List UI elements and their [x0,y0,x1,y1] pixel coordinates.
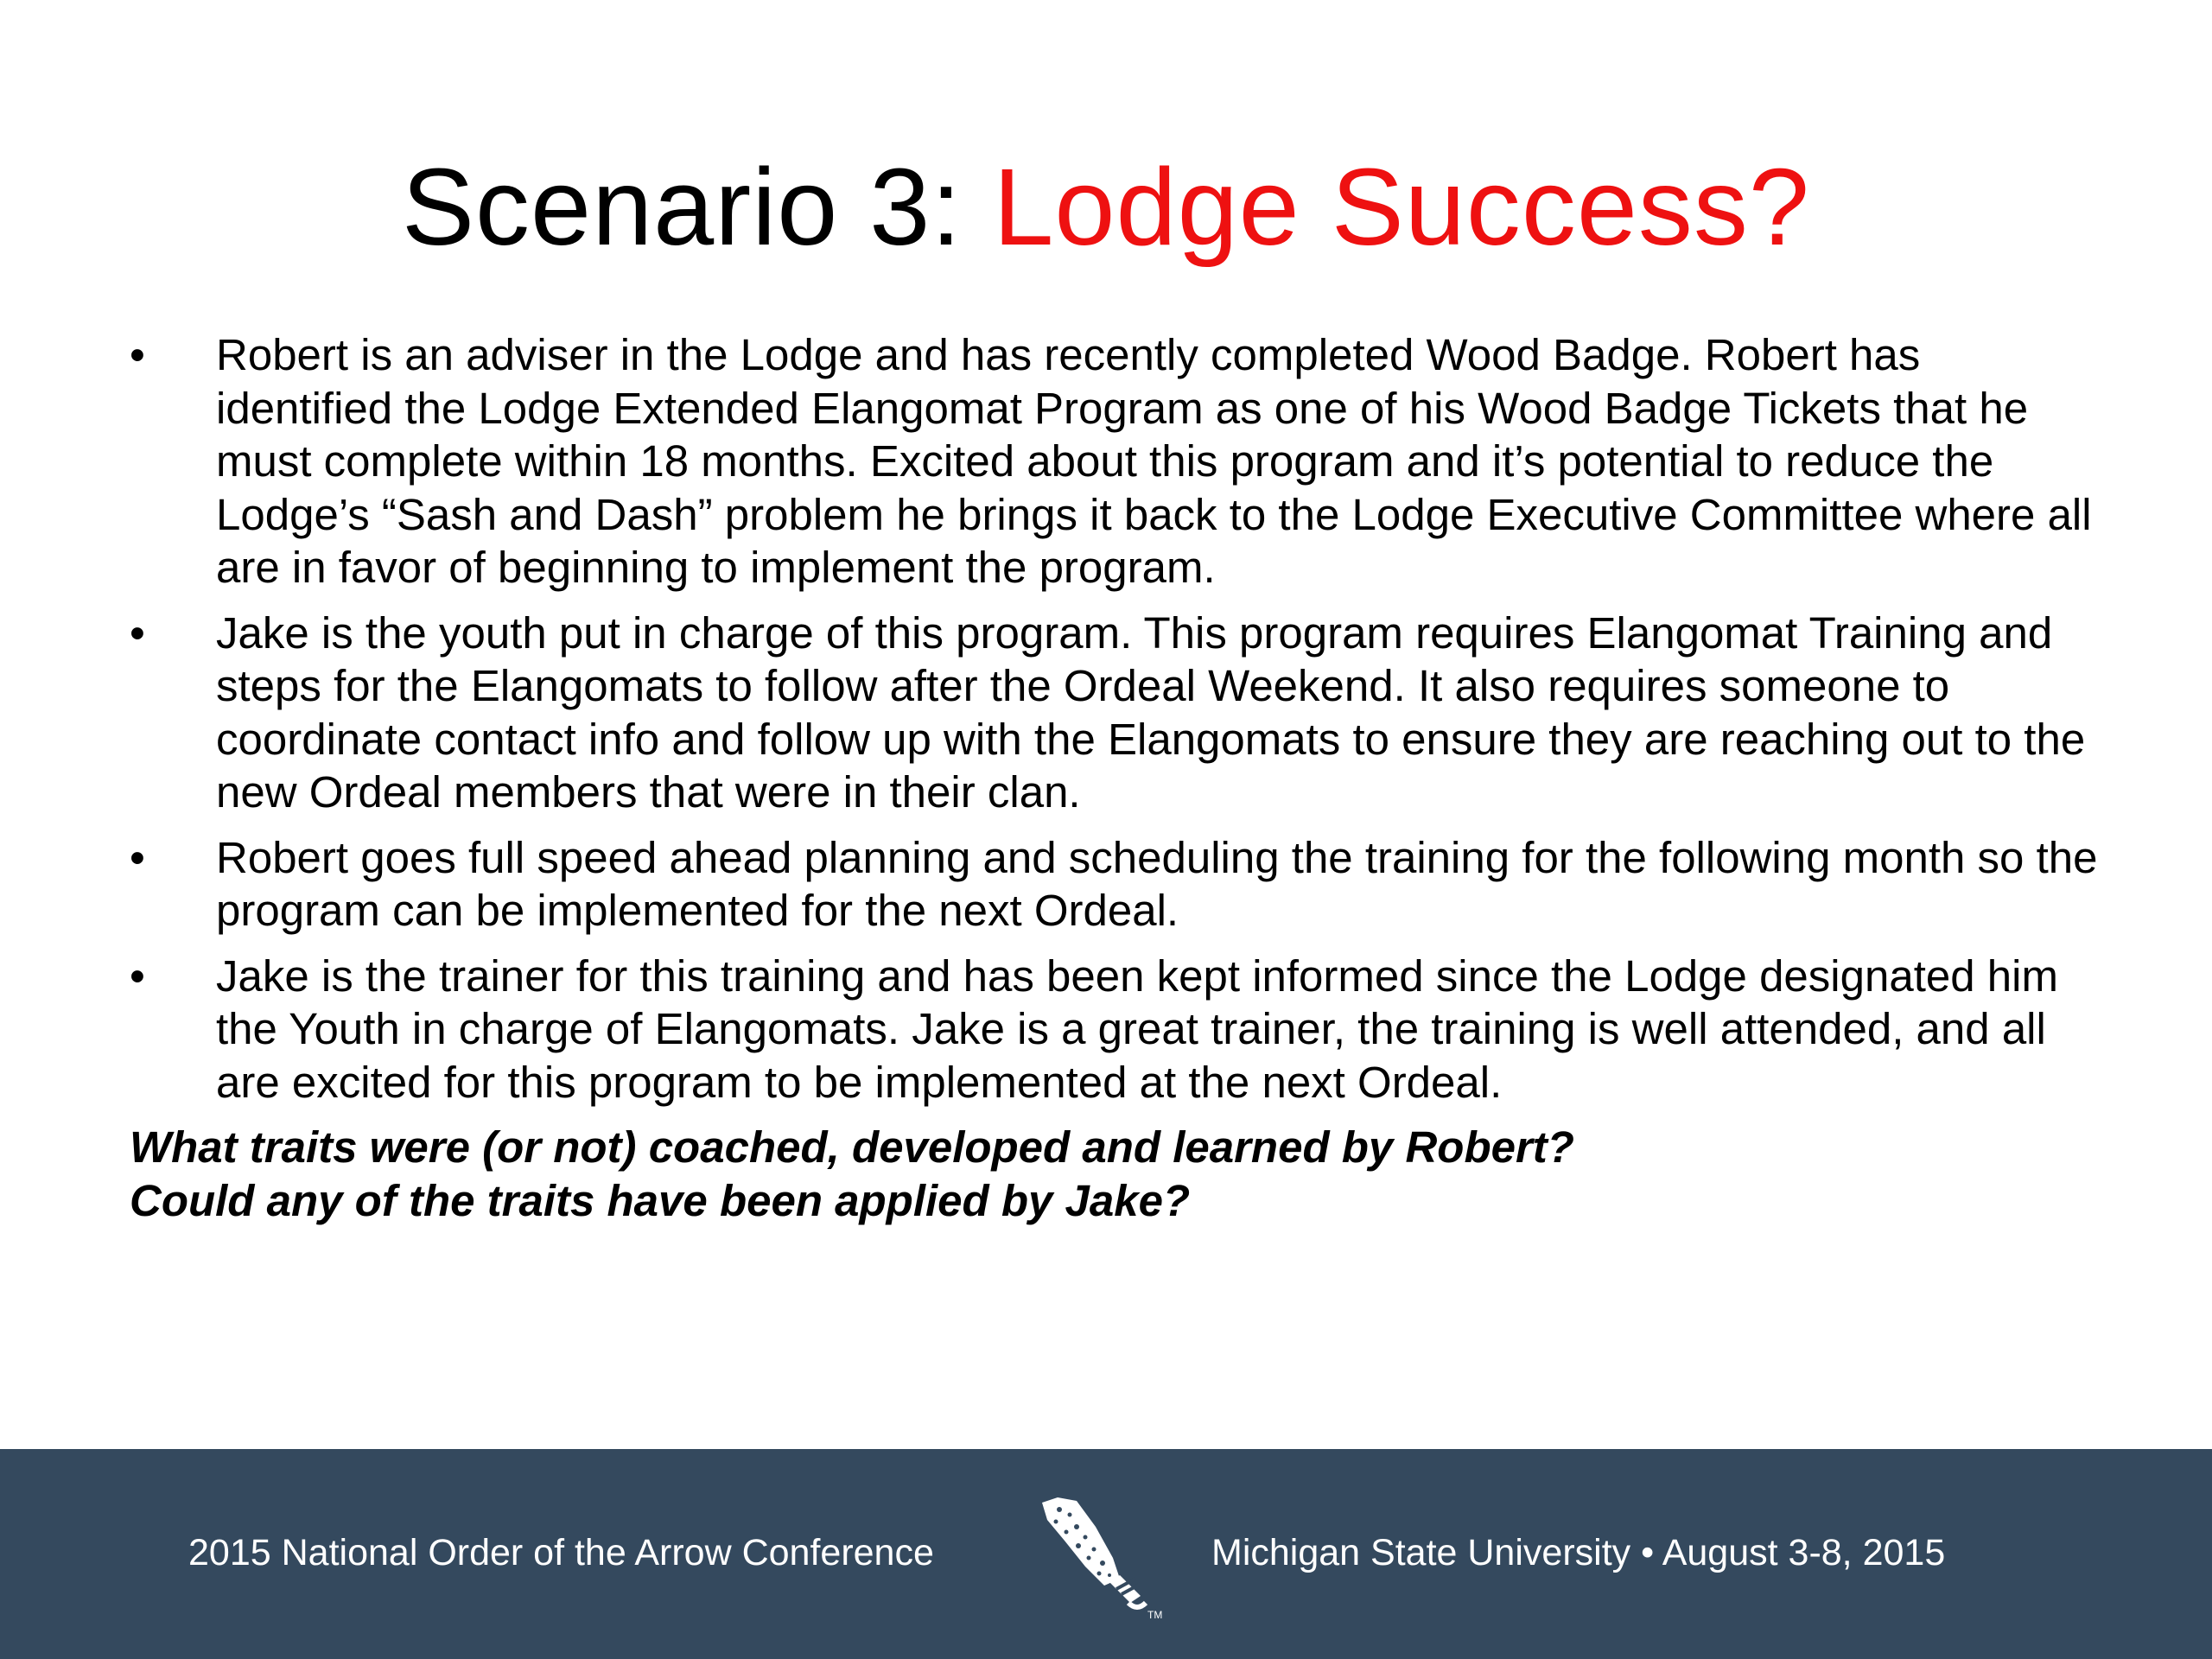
bullet-list [130,328,2108,1109]
bullet-dot: • [130,832,145,882]
conference-name: 2015 National Order of the Arrow Conference [188,1532,934,1573]
bullet-dot: • [130,607,145,658]
bullet-item [130,328,2108,594]
venue-and-dates: Michigan State University • August 3-8, 2015 [1211,1532,1946,1573]
title-highlight: Lodge Success? [993,146,1811,268]
bullet-dot: • [130,950,145,1001]
bullet-text: Jake is the trainer for this training and has been kept informed since the Lodge designated him the Youth in charge of Elangomats. Jake is a great trainer, the training is well attended, and all are excited for this program to be implemented at the next Ordeal. [216,950,2058,1107]
arrowhead-logo-icon [1033,1492,1172,1622]
bullet-item [130,831,2108,938]
footer-bar [0,1449,2212,1659]
bullet-text: Robert goes full speed ahead planning and scheduling the training for the following month so the program can be implemented for the next Ordeal. [216,832,2098,935]
bullet-item [130,950,2108,1109]
question-jake: Could any of the traits have been applied by Jake? [130,1175,1191,1225]
slide-body [130,328,2108,1227]
bullet-text: Robert is an adviser in the Lodge and has recently completed Wood Badge. Robert has identified the Lodge Extended Elangomat Program as one of his Wood Badge Tickets that he must complete within 18 months. Excited about this program and it’s potential to reduce the Lodge’s “Sash and Dash” problem he brings it back to the Lodge Executive Committee where all are in favor of beginning to implement the program. [216,330,2092,592]
bullet-dot: • [130,330,145,379]
svg-text:TM: TM [1147,1609,1163,1621]
title-prefix: Scenario 3: [401,146,994,268]
question-robert: What traits were (or not) coached, developed and learned by Robert? [130,1122,1574,1172]
bullet-text: Jake is the youth put in charge of this program. This program requires Elangomat Training and steps for the Elangomats to follow after the Ordeal Weekend. It also requires someone to coordinate contact info and follow up with the Elangomats to ensure they are reaching out to the new Ordeal members that were in their clan. [216,607,2086,817]
bullet-item [130,607,2108,819]
discussion-questions [130,1121,2108,1227]
slide-title [0,138,2212,276]
